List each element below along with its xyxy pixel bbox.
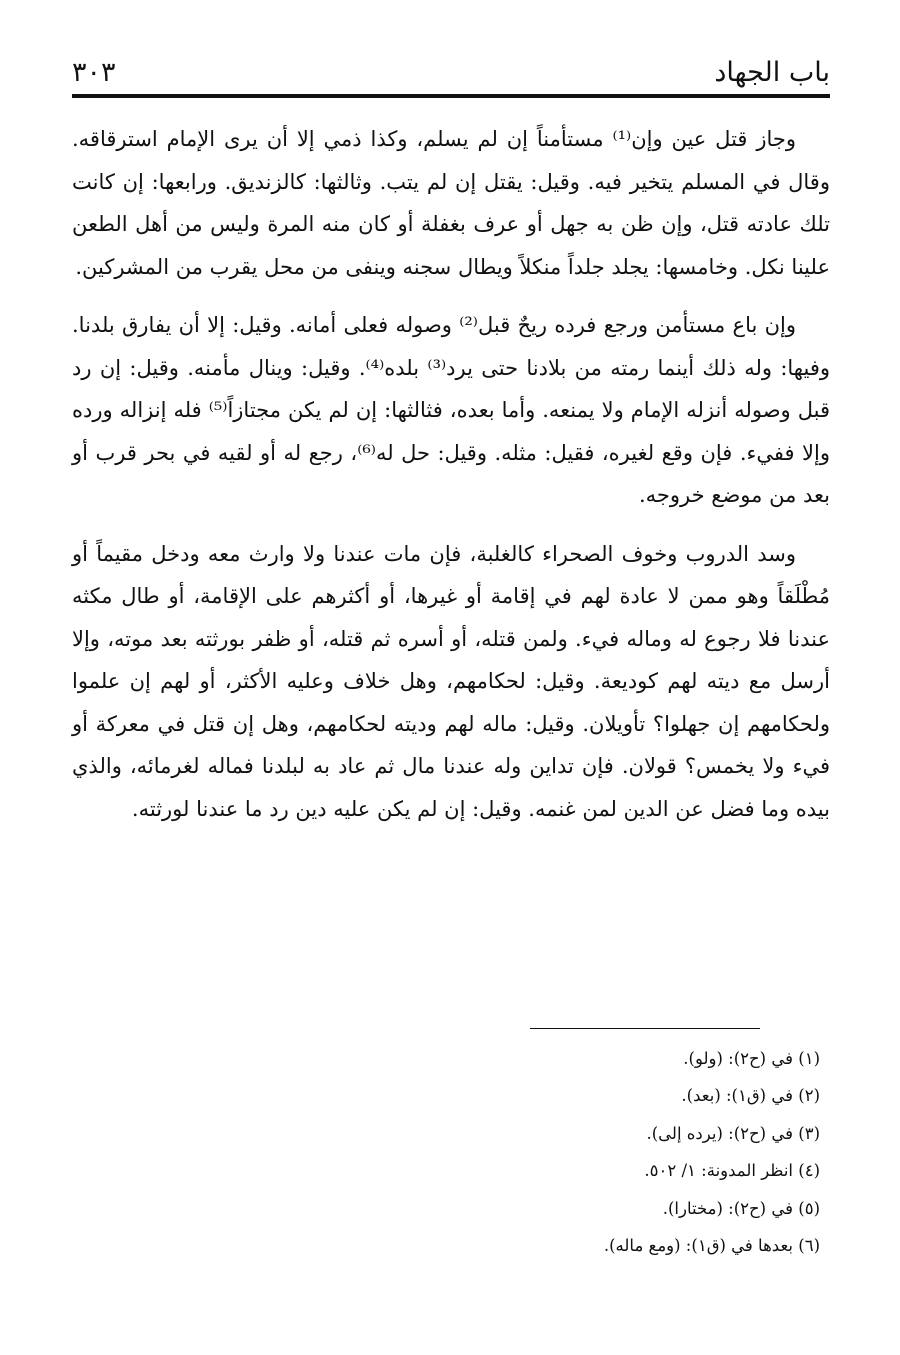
paragraph: وجاز قتل عين وإن⁽¹⁾ مستأمناً إن لم يسلم، وكذا ذمي إلا أن يرى الإمام استرقاقه. وقال في المسلم يتخير فيه. وقيل: يقتل إن لم يتب. وثالثها: كالزنديق. ورابعها: إن كانت تلك عادته قتل، وإن ظن به جهل أو عرف بغفلة أو كان منه المرة وليس من أهل الطعن علينا نكل. وخامسها: يجلد جلداً منكلاً ويطال سجنه وينفى من محل يقرب من المشركين. [72, 127, 830, 279]
header-rule [72, 94, 830, 98]
footnote: (٥) في (ح٢): (مختارا). [662, 1198, 820, 1218]
paragraph: وسد الدروب وخوف الصحراء كالغلبة، فإن مات عندنا ولا وارث معه ودخل مقيماً أو مُطْلَقاً وهو ممن لا عادة لهم في إقامة أو غيرها، أو أكثرهم على الإقامة، أو طال مكثه عندنا فلا رجوع له وماله فيء. ولمن قتله، أو أسره ثم قتله، أو ظفر بورثته بعد موته، وإلا أرسل مع ديته لهم كوديعة. وقيل: لحكامهم، وهل خلاف وعليه الأكثر، أو لهم إن علموا ولحكامهم إن جهلوا؟ تأويلان. وقيل: ماله لهم وديته لحكامهم، وهل إن قتل في معركة أو فيء ولا يخمس؟ قولان. فإن تداين وله عندنا مال ثم عاد به لبلدنا فماله لغرمائه، والذي بيده وما فضل عن الدين لمن غنمه. وقيل: إن لم يكن عليه دين رد ما عندنا لورثته. [72, 541, 830, 821]
footnote: (١) في (ح٢): (ولو). [683, 1049, 820, 1068]
footnote-separator [530, 1028, 760, 1029]
footnote: (٦) بعدها في (ق١): (ومع ماله). [603, 1236, 820, 1256]
running-title: باب الجهاد [714, 57, 830, 88]
main-text [72, 118, 830, 830]
footnote: (٢) في (ق١): (بعد). [681, 1086, 820, 1106]
footnote: (٣) في (ح٢): (يرده إلى). [646, 1123, 820, 1143]
page-header [72, 52, 830, 92]
paragraph: وإن باع مستأمن ورجع فرده ريحٌ قبل⁽²⁾ وصوله فعلى أمانه. وقيل: إلا أن يفارق بلدنا. وفيها: وله ذلك أينما رمته من بلادنا حتى يرد⁽³⁾ بلده⁽⁴⁾. وقيل: وينال مأمنه. وقيل: إن رد قبل وصوله أنزله الإمام ولا يمنعه. وأما بعده، فثالثها: إن لم يكن مجتازاً⁽⁵⁾ فله إنزاله ورده وإلا ففيء. فإن وقع لغيره، فقيل: مثله. وقيل: حل له⁽⁶⁾، رجع له أو لقيه في بحر قرب أو بعد من موضع خروجه. [72, 313, 831, 507]
page-number: ٣٠٣ [72, 57, 116, 88]
footnote: (٤) انظر المدونة: ١/ ٥٠٢. [644, 1161, 820, 1181]
footnotes [72, 1040, 820, 1264]
